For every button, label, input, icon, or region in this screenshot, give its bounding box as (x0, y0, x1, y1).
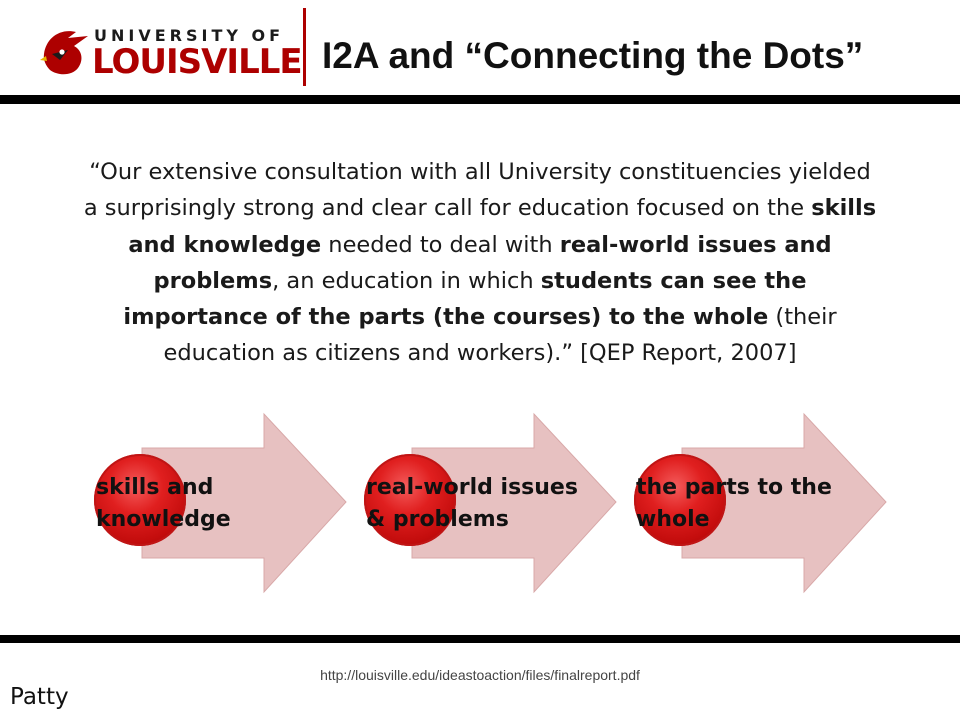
step-label-line1: real-world issues (366, 475, 578, 500)
quote-text: needed to deal with (321, 231, 560, 258)
step-label (636, 472, 832, 536)
university-logo (38, 20, 302, 90)
process-step-2 (364, 410, 624, 610)
quote-emphasis: skills and knowledge (128, 195, 877, 258)
process-step-3 (634, 410, 894, 610)
step-label (366, 472, 578, 536)
step-label-line2: knowledge (96, 507, 231, 532)
step-label-line1: skills and (96, 475, 214, 500)
quote-emphasis: students can see the importance of the parts (the courses) to the whole (123, 267, 807, 331)
process-diagram (0, 410, 960, 610)
quote-text: , an education in which (272, 267, 541, 294)
quote-text: “Our extensive consultation with all University constituencies yielded a surprisingly strong and clear call for education focused on the (83, 159, 871, 222)
cardinal-logo-icon (38, 24, 92, 78)
slide-title: I2A and “Connecting the Dots” (322, 35, 864, 76)
step-label-line1: the parts to the (636, 475, 832, 500)
logo-louisville: LOUISVILLE (92, 42, 302, 82)
footer-rule (0, 635, 960, 643)
header-rule (0, 95, 960, 104)
logo-university-of: UNIVERSITY OF (94, 26, 285, 45)
step-label-line2: & problems (366, 507, 509, 532)
quote-emphasis: real-world issues and problems (153, 231, 832, 294)
step-label (96, 472, 231, 536)
qep-quote (80, 154, 880, 372)
presenter-name: Patty (10, 684, 69, 710)
step-label-line2: whole (636, 507, 710, 532)
header-divider (303, 8, 306, 86)
quote-text: (their education as citizens and workers).” [QEP Report, 2007] (163, 304, 837, 367)
process-step-1 (94, 410, 354, 610)
source-link[interactable]: http://louisville.edu/ideastoaction/files/finalreport.pdf (320, 667, 640, 683)
